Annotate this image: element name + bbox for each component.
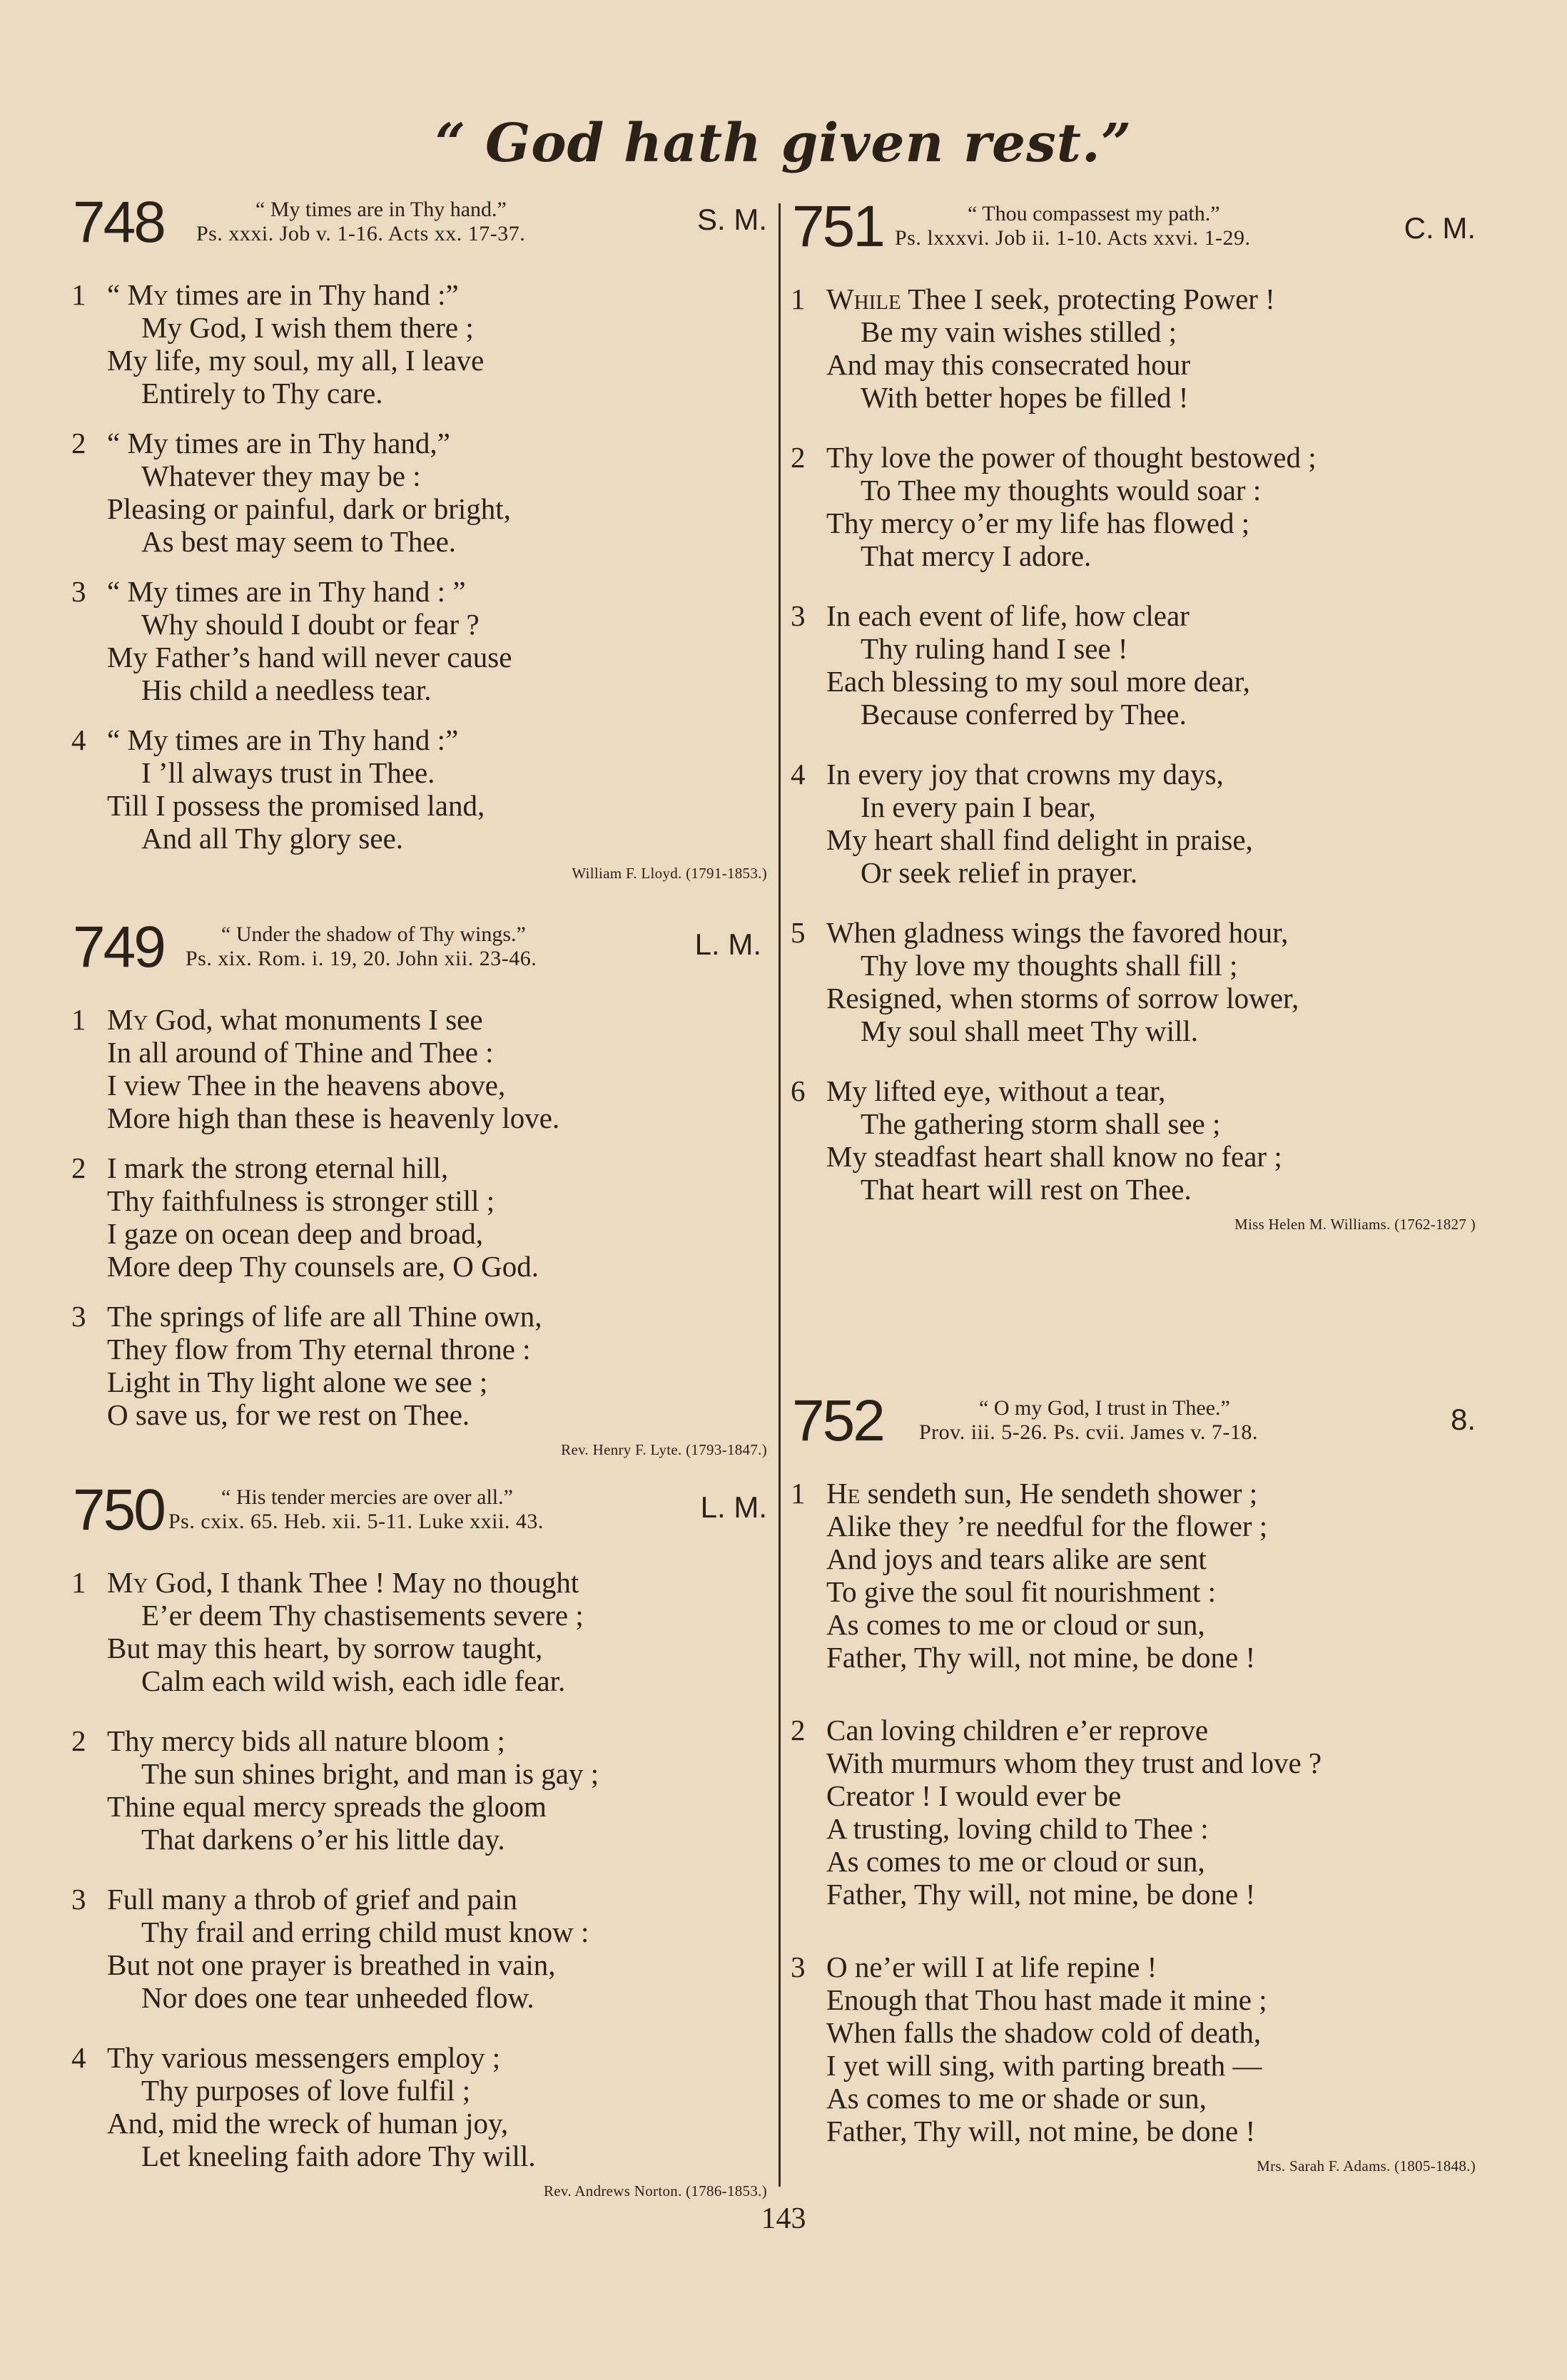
verse-line: My Father’s hand will never cause [107, 641, 512, 673]
verse-line: When falls the shadow cold of death, [826, 2016, 1262, 2049]
hymn-title: “ Thou compassest my path.” [968, 202, 1220, 225]
verse-line: Enough that Thou hast made it mine ; [826, 1983, 1267, 2016]
verse-line: That darkens o’er his little day. [141, 1823, 505, 1856]
hymn-title: “ O my God, I trust in Thee.” [979, 1396, 1230, 1420]
stanza [71, 1003, 767, 1134]
stanza-number: 2 [791, 1714, 806, 1746]
scripture-references: Ps. lxxxvi. Job ii. 1-10. Acts xxvi. 1-29. [895, 226, 1251, 250]
verse-line: Let kneeling faith adore Thy will. [141, 2140, 536, 2172]
stanza [791, 758, 1504, 889]
author-attribution: Mrs. Sarah F. Adams. (1805-1848.) [1257, 2157, 1476, 2175]
stanza [71, 1883, 767, 2014]
verse-line: When gladness wings the favored hour, [826, 916, 1289, 949]
scripture-references: Ps. xix. Rom. i. 19, 20. John xii. 23-46. [186, 947, 537, 970]
stanza-number: 3 [71, 575, 86, 608]
stanza-number: 3 [71, 1300, 86, 1333]
stanza-number: 2 [71, 1151, 86, 1184]
verse-line: I gaze on ocean deep and broad, [107, 1217, 484, 1250]
hymn-header [71, 917, 767, 986]
verse-line: As comes to me or cloud or sun, [826, 1845, 1205, 1878]
stanza [71, 1300, 767, 1431]
hymn-number: 752 [792, 1388, 883, 1453]
verse-line: My soul shall meet Thy will. [861, 1014, 1199, 1047]
verse-line: Thy various messengers employ ; [107, 2041, 501, 2074]
verse-line: I yet will sing, with parting breath — [826, 2049, 1262, 2082]
verse-line: They flow from Thy eternal throne : [107, 1333, 531, 1366]
hymn-751 [791, 194, 1504, 1234]
stanza-number: 2 [71, 427, 86, 459]
verse-line: Entirely to Thy care. [141, 377, 383, 410]
stanza [791, 441, 1504, 572]
hymn-title: “ His tender mercies are over all.” [221, 1485, 513, 1509]
verse-line: The gathering storm shall see ; [861, 1107, 1221, 1140]
stanza [71, 1151, 767, 1283]
stanza [791, 1951, 1504, 2147]
verse-line: O save us, for we rest on Thee. [107, 1398, 470, 1431]
verse-line: “ My times are in Thy hand :” [107, 278, 459, 311]
stanza [71, 427, 767, 558]
stanza [791, 1477, 1504, 1674]
stanza [791, 283, 1504, 414]
stanza-number: 1 [71, 1003, 86, 1036]
verse-line [107, 1566, 767, 1599]
verse-line [107, 1003, 767, 1036]
author-attribution: Rev. Andrews Norton. (1786-1853.) [544, 2182, 767, 2200]
verse-line: Calm each wild wish, each idle fear. [141, 1664, 566, 1697]
verse-line: In each event of life, how clear [826, 599, 1190, 632]
stanza [791, 916, 1504, 1047]
verse-line: Father, Thy will, not mine, be done ! [826, 2115, 1256, 2147]
author-attribution: Miss Helen M. Williams. (1762-1827 ) [1234, 1216, 1476, 1233]
verse-line: I ’ll always trust in Thee. [141, 756, 435, 789]
first-line-rest: sendeth sun, He sendeth shower ; [860, 1477, 1258, 1510]
page-number: 143 [761, 2202, 806, 2235]
first-word: My [127, 278, 168, 311]
verse-line: My God, I wish them there ; [141, 311, 474, 344]
hymn-header [71, 1480, 767, 1549]
hymn-number: 750 [73, 1478, 164, 1542]
scripture-references: Ps. cxix. 65. Heb. xii. 5-11. Luke xxii. 43. [168, 1510, 544, 1533]
verse-line: The sun shines bright, and man is gay ; [141, 1757, 599, 1790]
verse-line: Why should I doubt or fear ? [141, 608, 480, 641]
verse-line: Till I possess the promised land, [107, 789, 485, 822]
verse-line: Father, Thy will, not mine, be done ! [826, 1878, 1256, 1911]
verse-line: Thy love my thoughts shall fill ; [861, 949, 1238, 982]
verse-line: And may this consecrated hour [826, 348, 1191, 381]
verse-line: My life, my soul, my all, I leave [107, 344, 485, 377]
stanza [791, 599, 1504, 731]
verse-line: To give the soul fit nourishment : [826, 1575, 1217, 1608]
stanza-number: 2 [791, 441, 806, 474]
scripture-references: Prov. iii. 5-26. Ps. cvii. James v. 7-18. [919, 1420, 1258, 1444]
verse-line: Father, Thy will, not mine, be done ! [826, 1641, 1256, 1674]
verse-line: Nor does one tear unheeded flow. [141, 1981, 534, 2014]
verse-line: The springs of life are all Thine own, [107, 1300, 542, 1333]
stanza [791, 1074, 1504, 1206]
verse-line: Thy love the power of thought bestowed ; [826, 441, 1317, 474]
verse-line: Thy frail and erring child must know : [141, 1916, 589, 1948]
verse-line: “ My times are in Thy hand : ” [107, 575, 466, 608]
stanza-number: 3 [71, 1883, 86, 1916]
stanza [71, 1566, 767, 1697]
stanza-number: 3 [791, 599, 806, 632]
author-attribution: William F. Lloyd. (1791-1853.) [572, 865, 767, 882]
stanza [71, 2041, 767, 2172]
hymn-title: “ My times are in Thy hand.” [255, 198, 507, 221]
verse-line: A trusting, loving child to Thee : [826, 1812, 1209, 1845]
stanza-number: 1 [791, 283, 806, 315]
hymn-header [71, 190, 767, 261]
verse-line: Whatever they may be : [141, 459, 421, 492]
verse-line: My steadfast heart shall know no fear ; [826, 1140, 1282, 1173]
author-attribution: Rev. Henry F. Lyte. (1793-1847.) [561, 1441, 767, 1458]
verse-line: Light in Thy light alone we see ; [107, 1366, 488, 1398]
verse-line: More high than these is heavenly love. [107, 1102, 560, 1134]
stanza-number: 1 [791, 1477, 806, 1510]
verse-line: Thy ruling hand I see ! [861, 632, 1128, 665]
hymn-number: 751 [792, 194, 883, 259]
verse-line: Or seek relief in prayer. [861, 856, 1138, 889]
meter: 8. [1450, 1403, 1476, 1436]
first-line-rest: God, I thank Thee ! May no thought [148, 1566, 579, 1599]
hymn-header [791, 1388, 1504, 1460]
verse-line [826, 1477, 1504, 1510]
verse-line: More deep Thy counsels are, O God. [107, 1250, 539, 1283]
stanza [71, 723, 767, 855]
meter: L. M. [694, 927, 761, 961]
hymn-number: 748 [73, 190, 164, 255]
stanza-number: 4 [71, 723, 86, 756]
first-word: My [107, 1003, 148, 1036]
stanza [71, 278, 767, 410]
verse-line: “ My times are in Thy hand :” [107, 723, 459, 756]
first-line-rest: Thee I seek, protecting Power ! [901, 283, 1275, 315]
verse-line: That heart will rest on Thee. [861, 1173, 1192, 1206]
hymn-752 [791, 1388, 1504, 2175]
verse-line: Thy mercy o’er my life has flowed ; [826, 507, 1250, 539]
column-divider [779, 203, 781, 2187]
page-title: “ God hath given rest.” [435, 113, 1132, 174]
hymn-header [791, 194, 1504, 265]
verse-line: To Thee my thoughts would soar : [861, 474, 1262, 507]
meter: S. M. [696, 203, 767, 236]
verse-line: Pleasing or painful, dark or bright, [107, 492, 511, 525]
first-line-rest: God, what monuments I see [148, 1003, 483, 1036]
verse-line: Resigned, when storms of sorrow lower, [826, 982, 1299, 1014]
verse-line: Thy faithfulness is stronger still ; [107, 1184, 495, 1217]
stanza-number: 5 [791, 916, 806, 949]
stanza-number: 3 [791, 1951, 806, 1983]
stanza-number: 1 [71, 278, 86, 311]
hymn-number: 749 [73, 915, 164, 980]
verse-line: As comes to me or cloud or sun, [826, 1608, 1205, 1641]
verse-line: Alike they ’re needful for the flower ; [826, 1510, 1268, 1542]
hymn-749 [71, 917, 767, 1459]
verse-line [826, 283, 1504, 315]
stanza [71, 575, 767, 706]
verse-line: In all around of Thine and Thee : [107, 1036, 494, 1069]
verse-line: Be my vain wishes stilled ; [861, 315, 1177, 348]
verse-line: Creator ! I would ever be [826, 1779, 1122, 1812]
first-word: He [826, 1477, 861, 1510]
verse-line: My lifted eye, without a tear, [826, 1074, 1166, 1107]
verse-line: Thy purposes of love fulfil ; [141, 2074, 471, 2107]
verse-line: With better hopes be filled ! [861, 381, 1189, 414]
stanza [791, 1714, 1504, 1911]
first-word: While [826, 283, 901, 315]
verse-line: Each blessing to my soul more dear, [826, 665, 1250, 698]
verse-line: And, mid the wreck of human joy, [107, 2107, 509, 2140]
verse-line: As best may seem to Thee. [141, 525, 457, 558]
first-word: My [107, 1566, 148, 1599]
verse-line: That mercy I adore. [861, 539, 1092, 572]
verse-line: E’er deem Thy chastisements severe ; [141, 1599, 584, 1632]
verse-line: In every pain I bear, [861, 790, 1096, 823]
verse-line: In every joy that crowns my days, [826, 758, 1224, 790]
verse-line: My heart shall find delight in praise, [826, 823, 1253, 856]
verse-line: Because conferred by Thee. [861, 698, 1187, 731]
verse-line: O ne’er will I at life repine ! [826, 1951, 1157, 1983]
verse-line: Thine equal mercy spreads the gloom [107, 1790, 547, 1823]
hymn-750 [71, 1480, 767, 2200]
scripture-references: Ps. xxxi. Job v. 1-16. Acts xx. 17-37. [196, 222, 526, 245]
verse-line: “ My times are in Thy hand,” [107, 427, 450, 459]
verse-line: With murmurs whom they trust and love ? [826, 1746, 1322, 1779]
verse-line: Thy mercy bids all nature bloom ; [107, 1724, 505, 1757]
hymn-title: “ Under the shadow of Thy wings.” [221, 922, 526, 946]
verse-line: And joys and tears alike are sent [826, 1542, 1207, 1575]
meter: L. M. [700, 1490, 767, 1524]
stanza-number: 1 [71, 1566, 86, 1599]
stanza-number: 4 [791, 758, 806, 790]
verse-line: Can loving children e’er reprove [826, 1714, 1209, 1746]
verse-line: His child a needless tear. [141, 673, 432, 706]
first-line-rest: times are in Thy hand :” [168, 278, 459, 311]
verse-line: I mark the strong eternal hill, [107, 1151, 449, 1184]
stanza-number: 6 [791, 1074, 806, 1107]
verse-line: I view Thee in the heavens above, [107, 1069, 506, 1102]
verse-line: Full many a throb of grief and pain [107, 1883, 518, 1916]
verse-line: But not one prayer is breathed in vain, [107, 1948, 556, 1981]
stanza [71, 1724, 767, 1856]
stanza-number: 2 [71, 1724, 86, 1757]
stanza-number: 4 [71, 2041, 86, 2074]
verse-line: But may this heart, by sorrow taught, [107, 1632, 543, 1664]
verse-line: And all Thy glory see. [141, 822, 404, 855]
hymn-748 [71, 190, 767, 883]
meter: C. M. [1404, 211, 1476, 245]
verse-line: As comes to me or shade or sun, [826, 2082, 1207, 2115]
